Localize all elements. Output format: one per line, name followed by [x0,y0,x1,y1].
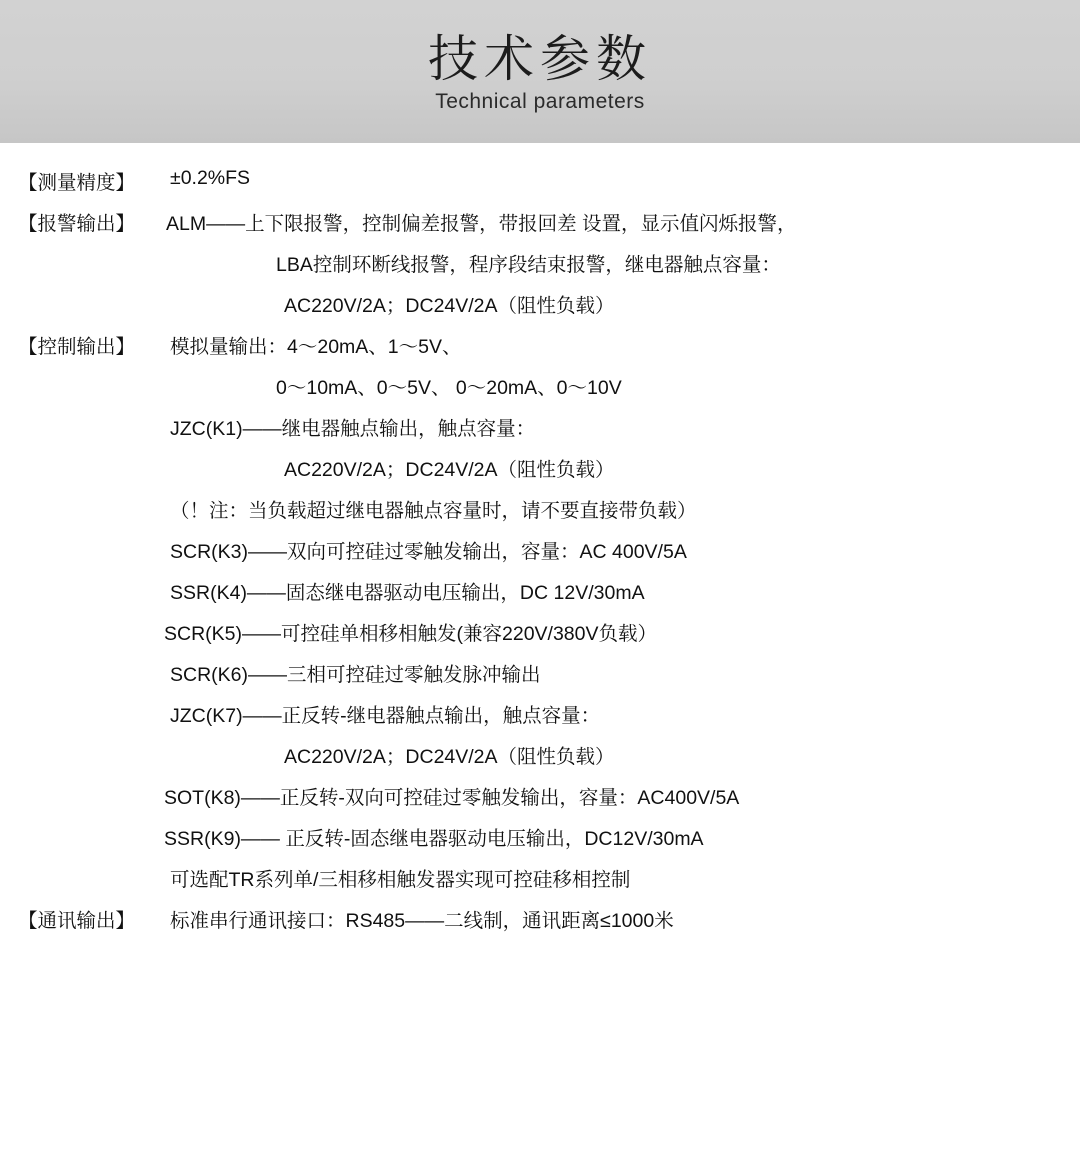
spec-row-continuation [0,454,1080,484]
page-title: 技术参数 [428,31,652,88]
spec-row-continuation [0,536,1080,566]
spec-value: 标准串行通讯接口：RS485——二线制，通讯距离≤1000米 [170,910,674,932]
spec-value: AC220V/2A；DC24V/2A（阻性负载） [284,295,615,317]
spec-row-continuation [0,249,1080,279]
spec-value: SSR(K4)——固态继电器驱动电压输出，DC 12V/30mA [170,582,645,604]
spec-value: SCR(K3)——双向可控硅过零触发输出，容量：AC 400V/5A [170,541,687,563]
spec-value: JZC(K1)——继电器触点输出，触点容量： [170,418,536,440]
spec-row-continuation [0,290,1080,320]
spec-row-continuation [0,577,1080,607]
spec-label: 【控制输出】 [18,336,136,358]
spec-row-continuation [0,741,1080,771]
spec-label: 【测量精度】 [18,172,136,194]
spec-row-continuation [0,495,1080,525]
spec-value: （！注：当负载超过继电器触点容量时，请不要直接带负载） [170,500,697,522]
spec-row [0,331,1080,361]
spec-row-continuation [0,659,1080,689]
spec-value: ±0.2%FS [170,167,251,189]
spec-row [0,167,1080,197]
spec-value: 可选配TR系列单/三相移相触发器实现可控硅移相控制 [170,869,631,891]
spec-value: AC220V/2A；DC24V/2A（阻性负载） [284,746,615,768]
spec-row-continuation [0,372,1080,402]
spec-row [0,905,1080,935]
spec-list [0,143,1080,935]
spec-row-continuation [0,823,1080,853]
spec-row-continuation [0,864,1080,894]
spec-value: SSR(K9)—— 正反转-固态继电器驱动电压输出，DC12V/30mA [164,828,704,850]
spec-label: 【报警输出】 [18,213,136,235]
spec-row-continuation [0,700,1080,730]
page-subtitle: Technical parameters [435,89,645,113]
spec-value: 0～10mA、0～5V、 0～20mA、0～10V [276,377,622,399]
spec-value: JZC(K7)——正反转-继电器触点输出，触点容量： [170,705,601,727]
spec-label: 【通讯输出】 [18,910,136,932]
spec-value: SCR(K5)——可控硅单相移相触发(兼容220V/380V负载） [164,623,658,645]
spec-row [0,208,1080,238]
spec-value: SOT(K8)——正反转-双向可控硅过零触发输出，容量：AC400V/5A [164,787,740,809]
spec-row-continuation [0,618,1080,648]
spec-row-continuation [0,782,1080,812]
page-banner [0,0,1080,143]
spec-value: LBA控制环断线报警，程序段结束报警，继电器触点容量： [276,254,781,276]
spec-value: AC220V/2A；DC24V/2A（阻性负载） [284,459,615,481]
spec-row-continuation [0,413,1080,443]
spec-value: SCR(K6)——三相可控硅过零触发脉冲输出 [170,664,541,686]
spec-value: 模拟量输出：4～20mA、1～5V、 [170,336,462,358]
spec-value: ALM——上下限报警，控制偏差报警，带报回差 设置，显示值闪烁报警， [166,213,797,235]
